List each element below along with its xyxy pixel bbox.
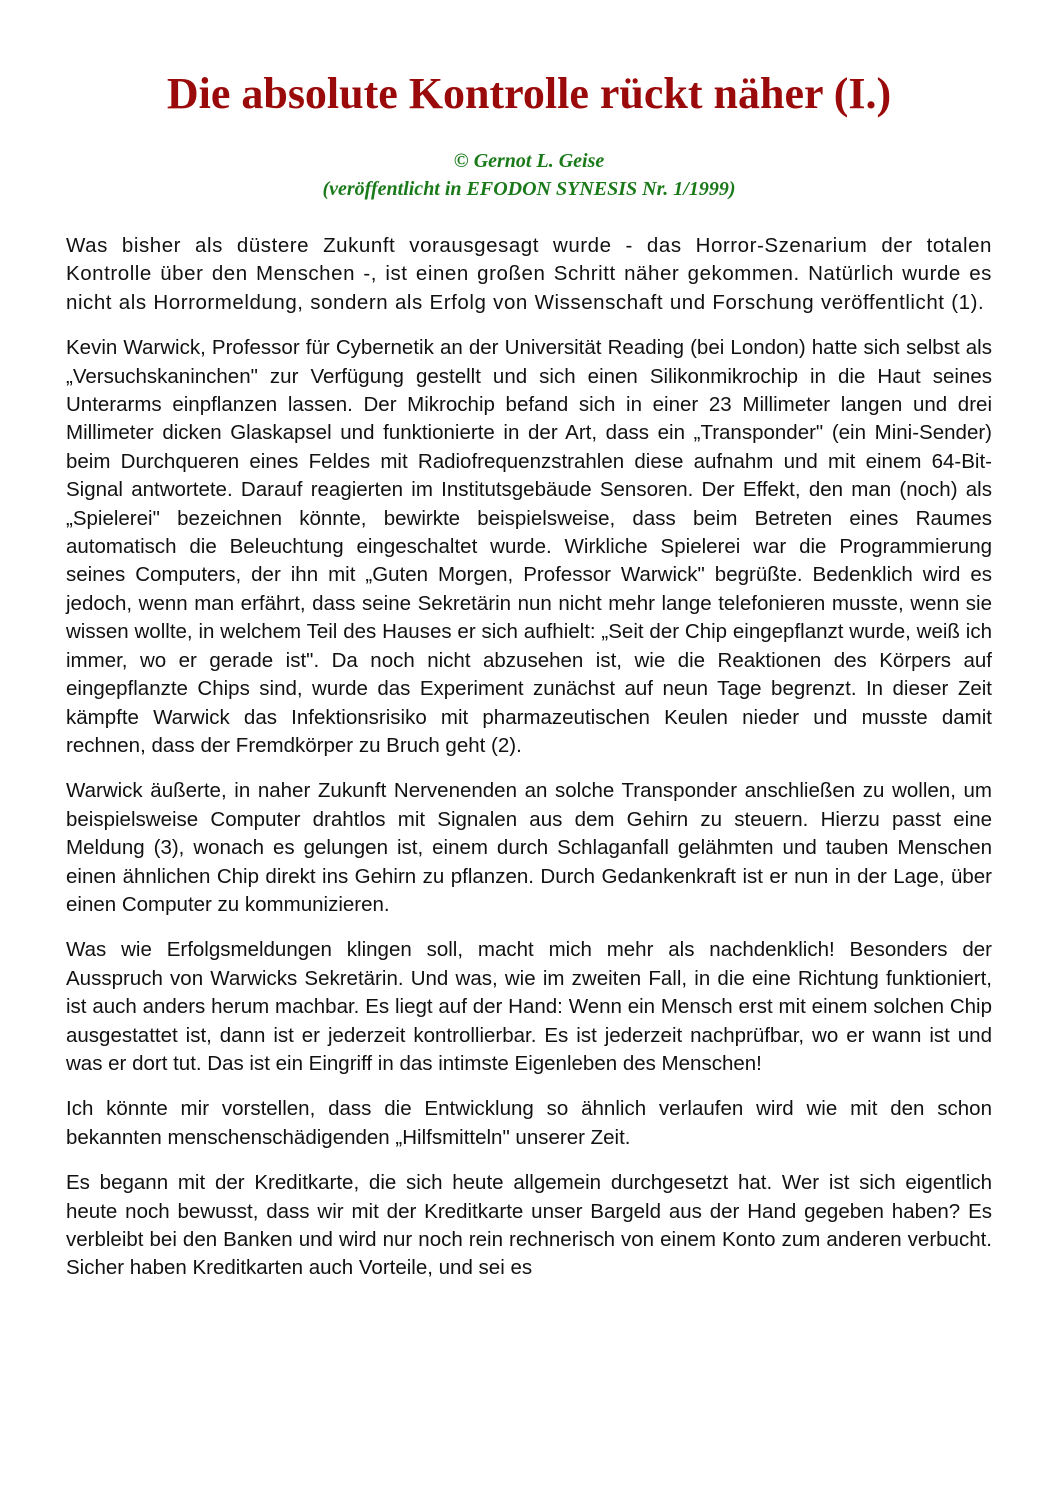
paragraph-6: Es begann mit der Kreditkarte, die sich heute allgemein durchgesetzt hat. Wer ist sich eigentlich heute noch bewusst, dass wir mit der Kreditkarte unser Bargeld aus der Hand gegeben haben? Es verbleibt bei den Banken und wird nur noch rein rechnerisch von einem Konto zum anderen verbucht. Sicher haben Kreditkarten auch Vorteile, und sei es — [66, 1171, 992, 1280]
article-body — [66, 232, 992, 1283]
publication-line: (veröffentlicht in EFODON SYNESIS Nr. 1/1999) — [322, 178, 736, 200]
paragraph-2: Kevin Warwick, Professor für Cybernetik an der Universität Reading (bei London) hatte sich selbst als „Versuchskaninchen" zur Verfügung gestellt und sich einen Silikonmikrochip in die Haut seines Unterarms einpflanzen lassen. Der Mikrochip befand sich in einer 23 Millimeter langen und drei Millimeter dicken Glaskapsel und funktionierte in der Art, dass ein „Transponder" (ein Mini-Sender) beim Durchqueren eines Feldes mit Radiofrequenzstrahlen diese aufnahm und mit einem 64-Bit-Signal antwortete. Darauf reagierten im Institutsgebäude Sensoren. Der Effekt, den man (noch) als „Spielerei" bezeichnen könnte, bewirkte beispielsweise, dass beim Betreten eines Raumes automatisch die Beleuchtung eingeschaltet wurde. Wirkliche Spielerei war die Programmierung seines Computers, der ihn mit „Guten Morgen, Professor Warwick" begrüßte. Bedenklich wird es jedoch, wenn man erfährt, dass seine Sekretärin nun nicht mehr lange telefonieren musste, wenn sie wissen wollte, in welchem Teil des Hauses er sich aufhielt: „Seit der Chip eingepflanzt wurde, weiß ich immer, wo er gerade ist". Da noch nicht abzusehen ist, wie die Reaktionen des Körpers auf eingepflanzte Chips sind, wurde das Experiment zunächst auf neun Tage begrenzt. In dieser Zeit kämpfte Warwick das Infektionsrisiko mit pharmazeutischen Keulen nieder und musste damit rechnen, dass der Fremdkörper zu Bruch geht (2). — [66, 336, 992, 757]
paragraph-4: Was wie Erfolgsmeldungen klingen soll, macht mich mehr als nachdenklich! Besonders der Ausspruch von Warwicks Sekretärin. Und was, wie im zweiten Fall, in die eine Richtung funktioniert, ist auch anders herum machbar. Es liegt auf der Hand: Wenn ein Mensch erst mit einem solchen Chip ausgestattet ist, dann ist er jederzeit kontrollierbar. Es ist jederzeit nachprüfbar, wo er wann ist und was er dort tut. Das ist ein Eingriff in das intimste Eigenleben des Menschen! — [66, 938, 992, 1075]
paragraph-1: Was bisher als düstere Zukunft vorausgesagt wurde - das Horror-Szenarium der totalen Kontrolle über den Menschen -, ist einen großen Schritt näher gekommen. Natürlich wurde es nicht als Horrormeldung, sondern als Erfolg von Wissenschaft und Forschung veröffentlicht (1). — [66, 234, 992, 314]
paragraph-3: Warwick äußerte, in naher Zukunft Nervenenden an solche Transponder anschließen zu wollen, um beispielsweise Computer drahtlos mit Signalen aus dem Gehirn zu steuern. Hierzu passt eine Meldung (3), wonach es gelungen ist, einem durch Schlaganfall gelähmten und tauben Menschen einen ähnlichen Chip direkt ins Gehirn zu pflanzen. Durch Gedankenkraft ist er nun in der Lage, über einen Computer zu kommunizieren. — [66, 779, 992, 916]
article-title: Die absolute Kontrolle rückt näher (I.) — [166, 69, 892, 118]
paragraph-5: Ich könnte mir vorstellen, dass die Entwicklung so ähnlich verlaufen wird wie mit den schon bekannten menschenschädigenden „Hilfsmitteln" unserer Zeit. — [66, 1097, 992, 1149]
author-line: © Gernot L. Geise — [453, 150, 605, 172]
